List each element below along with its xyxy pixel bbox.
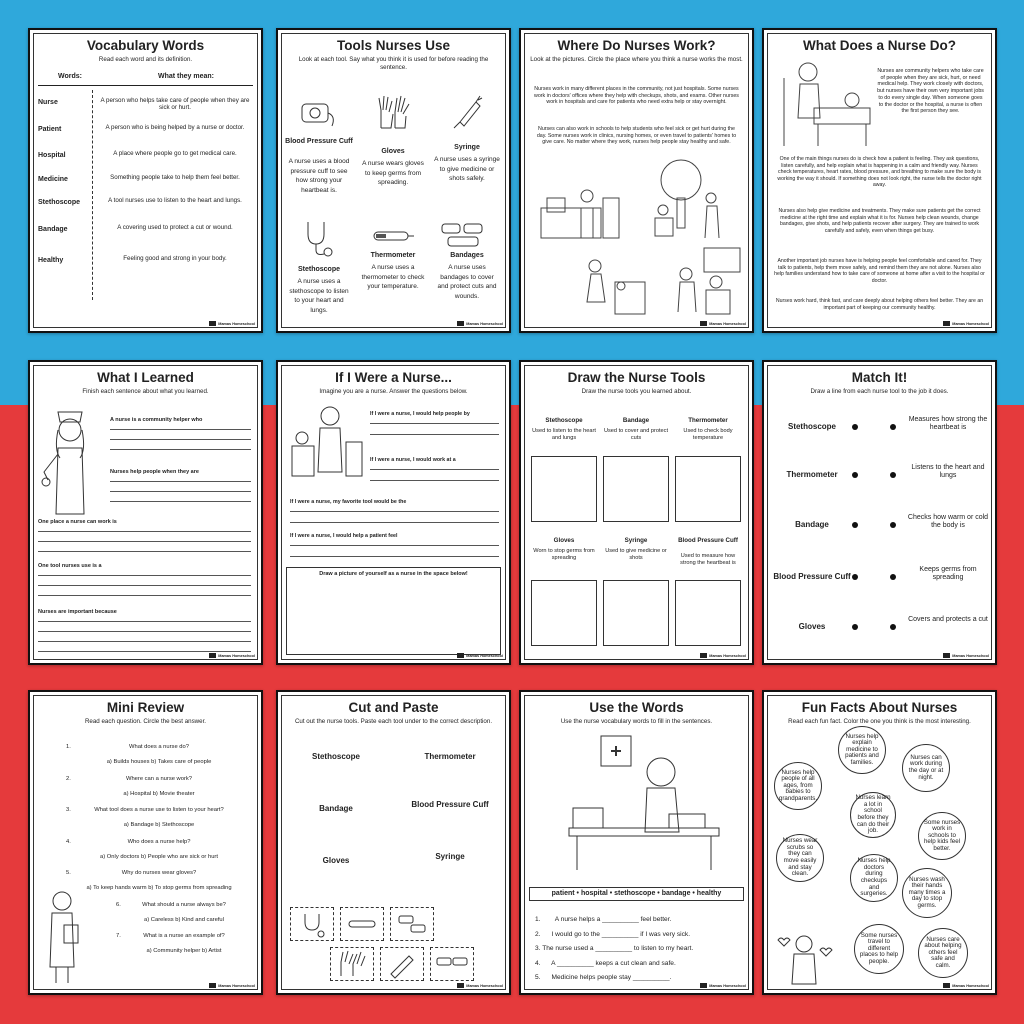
sentence-prompt: One place a nurse can work is [38, 519, 117, 525]
match-dot-right[interactable] [890, 472, 896, 478]
page-subtitle: Read each fun fact. Color the one you think is the most interesting. [788, 718, 971, 725]
cutout-stethoscope[interactable] [290, 907, 334, 941]
nursing-home-illustration [641, 158, 741, 243]
vocab-definition: A tool nurses use to listen to the heart and lungs. [108, 197, 242, 204]
worksheet-fun-facts-about-nurses [762, 690, 997, 995]
worksheet-mini-review [28, 690, 263, 995]
answer-line[interactable] [110, 439, 251, 440]
brand-logo: Mamas Homeschool [457, 653, 503, 658]
fun-fact-circle[interactable]: Some nurses work in schools to help kids feel better. [918, 812, 966, 860]
question-text: What is a nurse an example of? [143, 933, 225, 939]
answer-line[interactable] [38, 621, 251, 622]
tool-description: Used to listen to the heart and lungs [532, 428, 596, 441]
vocab-word: Healthy [38, 257, 64, 264]
question-text: What does a nurse do? [129, 744, 189, 750]
worksheet-use-the-words [519, 690, 754, 995]
page-title: Where Do Nurses Work? [557, 38, 716, 53]
page-title: Tools Nurses Use [336, 38, 451, 53]
page-subtitle: Use the nurse vocabulary words to fill in the sentences. [560, 718, 713, 725]
drawing-box[interactable] [531, 456, 597, 522]
brand-logo: Mamas Homeschool [700, 653, 746, 658]
drawing-area[interactable] [286, 567, 501, 655]
answer-line[interactable] [290, 545, 499, 546]
tool-name: Blood Pressure Cuff [285, 138, 353, 145]
match-dot-left[interactable] [852, 624, 858, 630]
page-subtitle: Look at the pictures. Circle the place where you think a nurse works the most. [530, 56, 743, 63]
answer-choices[interactable]: a) To keep hands warm b) To stop germs from spreading [86, 885, 232, 891]
answer-line[interactable] [38, 575, 251, 576]
page-subtitle: Imagine you are a nurse. Answer the questions below. [319, 388, 468, 395]
drawing-prompt: Draw a picture of yourself as a nurse in the space below! [319, 571, 468, 577]
sentence-prompt: A nurse is a community helper who [110, 417, 203, 423]
fun-fact-circle[interactable]: Nurses help people of all ages, from babies to grandparents. [774, 762, 822, 810]
tool-description: Used to check body temperature [683, 428, 733, 441]
answer-choices[interactable]: a) Careless b) Kind and careful [144, 916, 224, 923]
tool-name: Gloves [553, 537, 575, 544]
vocab-definition: A person who is being helped by a nurse or doctor. [105, 124, 245, 131]
nurse-with-clipboard-illustration [38, 887, 86, 987]
tool-name: Stethoscope [297, 266, 340, 273]
tool-name: Gloves [381, 148, 405, 155]
vet-clinic-illustration [571, 252, 651, 322]
question-number: 2. [66, 775, 71, 782]
page-subtitle: Cut out the nurse tools. Paste each tool under to the correct description. [294, 718, 493, 725]
question-number: 3. [66, 807, 71, 813]
question-number: 4. [66, 838, 71, 845]
brand-logo: Mamas Homeschool [700, 983, 746, 988]
worksheet-draw-the-nurse-tools [519, 360, 754, 665]
page-subtitle: Read each question. Circle the best answer. [84, 718, 207, 725]
fun-fact-circle[interactable]: Nurses can work during the day or at night. [902, 744, 950, 792]
vocab-word: Nurse [38, 99, 58, 106]
paragraph: Nurses can also work in schools to help students who feel sick or get hurt during the day. Some nurses work in clinics, nursing homes, or even travel to patients' homes to give care. No matter where they work, nurses help people stay healthy and safe. [536, 126, 737, 146]
tool-name: Stethoscope [545, 417, 583, 424]
page-subtitle: Draw a line from each nurse tool to the job it does. [810, 388, 949, 395]
brand-logo: Mamas Homeschool [457, 321, 503, 326]
match-dot-left[interactable] [852, 574, 858, 580]
job-label: Measures how strong the heartbeat is [908, 416, 988, 431]
page-title: What I Learned [97, 370, 194, 385]
brand-logo: Mamas Homeschool [943, 983, 989, 988]
match-dot-left[interactable] [852, 472, 858, 478]
vocab-definition: Feeling good and strong in your body. [123, 255, 227, 262]
fun-fact-circle[interactable]: Nurses wash their hands many times a day to stop germs. [902, 868, 952, 918]
brand-logo: Mamas Homeschool [457, 983, 503, 988]
worksheet-what-does-a-nurse-do [762, 28, 997, 333]
tool-name: Bandage [622, 417, 650, 424]
page-title: Draw the Nurse Tools [567, 370, 706, 385]
match-dot-left[interactable] [852, 424, 858, 430]
tool-description: A nurse uses bandages to cover and protect cuts and wounds. [437, 264, 497, 300]
brand-logo: Mamas Homeschool [209, 653, 255, 658]
page-title: Cut and Paste [348, 700, 439, 715]
answer-line[interactable] [38, 541, 251, 542]
syringe-icon [448, 92, 484, 132]
word-bank-text: patient • hospital • stethoscope • bandage • healthy [551, 890, 722, 897]
cutout-bandages[interactable] [430, 947, 474, 981]
paragraph: One of the main things nurses do is check how a patient is feeling. They ask questions, listen carefully, and help explain what is happening in a calm and friendly way. Nurses check temperatures, heart rates, blood pressure, and breathing to make sure the body is working the way it should. If something does not look right, the nurse tells the doctor right away. [777, 156, 982, 188]
question-text: Where can a nurse work? [125, 775, 193, 782]
job-label: Listens to the heart and lungs [911, 464, 985, 479]
intro-paragraph: Nurses are community helpers who take care of people when they are sick, hurt, or need medical help. They work closely with doctors, but nurses have their own very important jobs to do every single day. When someone goes to the doctor or the hospital, a nurse is often the first person they see. [877, 68, 984, 115]
sentence-prompt: One tool nurses use is a [38, 563, 102, 569]
question-text: Who does a nurse help? [127, 838, 191, 845]
answer-line[interactable] [38, 631, 251, 632]
fun-fact-circle[interactable]: Nurses care about helping others feel safe and calm. [918, 928, 968, 978]
match-dot-right[interactable] [890, 424, 896, 430]
tool-name: Thermometer [688, 417, 728, 424]
page-title: If I Were a Nurse... [335, 370, 452, 385]
tool-name: Blood Pressure Cuff [678, 537, 738, 544]
answer-line[interactable] [110, 429, 251, 430]
answer-line[interactable] [110, 481, 251, 482]
question-number: 1. [66, 744, 71, 750]
tool-description: A nurse wears gloves to keep germs from spreading. [362, 160, 424, 186]
page-title: Vocabulary Words [86, 38, 205, 53]
question-number: 6. [116, 901, 121, 908]
answer-line[interactable] [370, 423, 499, 424]
question-number: 7. [116, 933, 121, 939]
nurse-with-hearts-illustration [772, 930, 836, 988]
tool-name: Syringe [624, 537, 648, 544]
words-header: Words: [58, 73, 82, 80]
worksheet-vocabulary-words [28, 28, 263, 333]
tool-description: Worn to stop germs from spreading [533, 548, 595, 561]
page-subtitle: Draw the nurse tools you learned about. [581, 388, 692, 395]
boy-at-desk-illustration [549, 732, 729, 872]
tool-description: Used to measure how strong the heartbeat is [680, 553, 736, 566]
vocab-word: Hospital [38, 152, 66, 159]
tool-description: A nurse uses a blood pressure cuff to see how strong your heartbeat is. [288, 158, 350, 194]
fun-fact-circle[interactable]: Nurses learn a lot in school before they can do their job. [850, 792, 896, 838]
meaning-header: What they mean: [158, 73, 215, 80]
tool-label: Gloves [798, 622, 826, 631]
answer-line[interactable] [290, 522, 499, 523]
thermometer-icon [370, 226, 416, 246]
match-dot-right[interactable] [890, 522, 896, 528]
drawing-box[interactable] [603, 580, 669, 646]
worksheet-tools-nurses-use [276, 28, 511, 333]
page-title: What Does a Nurse Do? [802, 38, 957, 53]
tool-name: Thermometer [370, 252, 416, 259]
vocab-definition: A person who helps take care of people when they are sick or hurt. [100, 97, 250, 111]
brand-logo: Mamas Homeschool [700, 321, 746, 326]
vocab-definition: A place where people go to get medical care. [113, 150, 237, 157]
question-text: What should a nurse always be? [142, 901, 226, 908]
cutout-syringe[interactable] [380, 947, 424, 981]
fill-in-sentence[interactable]: 2. I would go to the __________ if I was very sick. [535, 930, 691, 938]
cutout-thermometer[interactable] [340, 907, 384, 941]
fun-fact-circle[interactable]: Nurses help doctors during checkups and surgeries. [850, 854, 898, 902]
tool-label: Bandage [795, 520, 829, 529]
bandages-icon [438, 220, 488, 250]
answer-choices[interactable]: a) Builds houses b) Takes care of people [106, 759, 212, 765]
job-label: Keeps germs from spreading [919, 566, 977, 581]
question-prompt: If I were a nurse, I would help a patient feel [290, 533, 398, 539]
answer-line[interactable] [38, 641, 251, 642]
paragraph: Nurses work hard, think fast, and care deeply about helping others feel better. They are an important part of keeping our community healthy. [775, 298, 984, 311]
page-subtitle: Read each word and its definition. [98, 56, 193, 63]
answer-line[interactable] [290, 511, 499, 512]
answer-line[interactable] [110, 491, 251, 492]
page-title: Use the Words [589, 700, 684, 715]
brand-logo: Mamas Homeschool [943, 653, 989, 658]
tool-description: A nurse uses a syringe to give medicine or shots safely. [434, 156, 500, 182]
match-dot-left[interactable] [852, 522, 858, 528]
drawing-box[interactable] [675, 580, 741, 646]
job-label: Covers and protects a cut [908, 616, 988, 623]
tool-label: Stethoscope [787, 422, 836, 431]
fun-fact-circle[interactable]: Nurses wear scrubs so they can move easily and stay clean. [776, 834, 824, 882]
question-prompt: If I were a nurse, I would work at a [370, 457, 456, 463]
hospital-scene-illustration [537, 178, 627, 250]
page-title: Match It! [851, 370, 908, 385]
sentence-prompt: Nurses are important because [38, 609, 117, 615]
tool-description: A nurse uses a stethoscope to listen to your heart and lungs. [289, 278, 349, 314]
vocab-word: Bandage [38, 226, 68, 233]
fill-in-sentence[interactable]: 3. The nurse used a __________ to listen to my heart. [535, 945, 694, 952]
answer-choices[interactable]: a) Only doctors b) People who are sick or hurt [100, 853, 218, 860]
vocab-word: Patient [38, 126, 62, 133]
answer-line[interactable] [110, 501, 251, 502]
worksheet-if-i-were-a-nurse [276, 360, 511, 665]
gloves-icon [373, 92, 413, 132]
match-dot-right[interactable] [890, 624, 896, 630]
drawing-box[interactable] [603, 456, 669, 522]
page-title: Mini Review [106, 700, 185, 715]
answer-line[interactable] [370, 434, 499, 435]
tool-label: Thermometer [786, 470, 838, 479]
answer-line[interactable] [38, 585, 251, 586]
paragraph: Another important job nurses have is helping people feel comfortable and cared for. They talk to patients, help them move safely, and remind them they are not alone. Nurses also help families understand how to take care of someone at home after a visit to the hospital or doctor. [774, 258, 985, 284]
fun-fact-circle[interactable]: Nurses help explain medicine to patients and families. [838, 726, 886, 774]
tool-description: A nurse uses a thermometer to check your temperature. [361, 264, 425, 290]
answer-choices[interactable]: a) Bandage b) Stethoscope [123, 822, 195, 828]
worksheet-match-it [762, 360, 997, 665]
vocab-definition: A covering used to protect a cut or wound. [117, 224, 233, 231]
question-prompt: If I were a nurse, my favorite tool would be the [290, 499, 407, 505]
nurse-with-patient-illustration [774, 58, 874, 153]
cutout-bandage[interactable] [390, 907, 434, 941]
paste-label: Blood Pressure Cuff [411, 800, 489, 809]
nurse-boy-illustration [288, 402, 366, 482]
worksheet-cut-and-paste [276, 690, 511, 995]
home-care-illustration [656, 242, 746, 322]
paste-label: Gloves [322, 856, 350, 865]
drawing-box[interactable] [531, 580, 597, 646]
tool-name: Syringe [454, 144, 480, 151]
match-dot-right[interactable] [890, 574, 896, 580]
stethoscope-icon [300, 218, 336, 258]
paragraph: Nurses work in many different places in the community, not just hospitals. Some nurses work in doctors' offices where they help with checkups, shots, and exams. Other nurses work in hospitals and care for patients who need extra help or stay overnight. [534, 86, 739, 106]
answer-line[interactable] [38, 595, 251, 596]
tool-description: Used to cover and protect cuts [603, 428, 669, 441]
blood-pressure-cuff-icon [298, 96, 338, 132]
page-subtitle: Finish each sentence about what you learned. [82, 388, 209, 395]
fun-fact-circle[interactable]: Some nurses travel to different places to help people. [854, 924, 904, 974]
paste-label: Bandage [319, 804, 353, 813]
paste-label: Syringe [435, 852, 465, 861]
question-number: 5. [66, 870, 71, 876]
brand-logo: Mamas Homeschool [209, 983, 255, 988]
fill-in-sentence[interactable]: 4. A __________ keeps a cut clean and safe. [535, 959, 676, 967]
answer-line[interactable] [38, 551, 251, 552]
cutout-gloves[interactable] [330, 947, 374, 981]
answer-line[interactable] [290, 556, 499, 557]
answer-choices[interactable]: a) Hospital b) Movie theater [123, 790, 195, 797]
paste-label: Thermometer [424, 752, 476, 761]
worksheet-where-do-nurses-work [519, 28, 754, 333]
fill-in-sentence[interactable]: 1. A nurse helps a __________ feel better. [535, 916, 672, 923]
drawing-box[interactable] [675, 456, 741, 522]
vocab-word: Medicine [38, 176, 68, 183]
vocab-word: Stethoscope [38, 199, 81, 206]
job-label: Checks how warm or cold the body is [907, 514, 989, 529]
nurse-girl-illustration [38, 402, 102, 520]
answer-choices[interactable]: a) Community helper b) Artist [146, 948, 222, 954]
answer-line[interactable] [38, 531, 251, 532]
answer-line[interactable] [38, 651, 251, 652]
question-prompt: If I were a nurse, I would help people by [370, 411, 470, 417]
fill-in-sentence[interactable]: 5. Medicine helps people stay __________. [535, 974, 672, 981]
brand-logo: Mamas Homeschool [943, 321, 989, 326]
answer-line[interactable] [110, 449, 251, 450]
vocab-definition: Something people take to help them feel better. [110, 174, 240, 181]
sentence-prompt: Nurses help people when they are [110, 469, 199, 475]
page-subtitle: Look at each tool. Say what you think it is used for before reading the sentence. [298, 56, 489, 71]
page-title: Fun Facts About Nurses [801, 700, 958, 715]
tool-label: Blood Pressure Cuff [773, 572, 851, 581]
paragraph: Nurses also help give medicine and treatments. They make sure patients get the correct medicine at the right time and explain what it is for. Nurses help clean wounds, change bandages, give shots, and help patients recover after surgery. They are trained to work carefully and safely, even when things get busy. [778, 208, 981, 234]
answer-line[interactable] [370, 480, 499, 481]
paste-label: Stethoscope [311, 752, 360, 761]
tool-name: Bandages [450, 252, 484, 259]
tool-description: Used to give medicine or shots [605, 548, 667, 561]
brand-logo: Mamas Homeschool [209, 321, 255, 326]
question-text: Why do nurses wear gloves? [121, 870, 197, 876]
answer-line[interactable] [370, 469, 499, 470]
worksheet-what-i-learned [28, 360, 263, 665]
question-text: What tool does a nurse use to listen to your heart? [94, 807, 224, 813]
